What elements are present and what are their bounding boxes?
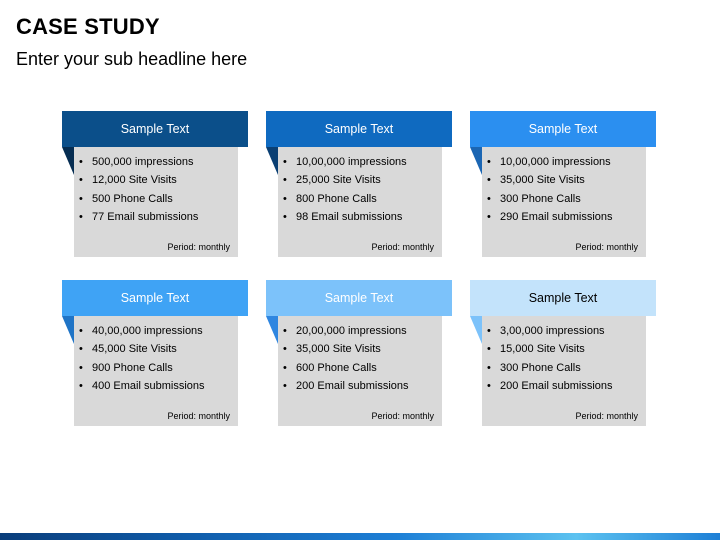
bullet-icon: • bbox=[283, 211, 287, 224]
card-header-label: Sample Text bbox=[528, 291, 598, 305]
bullet-icon: • bbox=[283, 380, 287, 393]
card-body bbox=[278, 316, 442, 426]
case-card bbox=[62, 280, 248, 426]
card-body bbox=[482, 147, 646, 257]
bullet-icon: • bbox=[487, 192, 491, 205]
bullet-icon: • bbox=[79, 156, 83, 168]
metric-text: 200 Email submissions bbox=[500, 380, 613, 393]
bullet-icon: • bbox=[283, 174, 287, 187]
period-label: Period: monthly bbox=[371, 242, 434, 252]
metric-text: 10,00,000 impressions bbox=[500, 156, 611, 168]
list-item bbox=[74, 190, 198, 208]
card-header-label: Sample Text bbox=[324, 291, 394, 305]
metric-text: 45,000 Site Visits bbox=[92, 343, 177, 356]
metric-text: 3,00,000 impressions bbox=[500, 325, 605, 337]
metric-text: 35,000 Site Visits bbox=[500, 174, 585, 187]
case-card bbox=[62, 111, 248, 257]
card-header-label: Sample Text bbox=[528, 122, 598, 136]
period-label: Period: monthly bbox=[575, 411, 638, 421]
card-body bbox=[74, 316, 238, 426]
case-card bbox=[266, 111, 452, 257]
list-item bbox=[482, 153, 613, 171]
slide-subtitle: Enter your sub headline here bbox=[16, 49, 248, 69]
metrics-list bbox=[74, 153, 198, 227]
card-header bbox=[266, 280, 452, 316]
list-item bbox=[482, 322, 613, 340]
list-item bbox=[74, 359, 205, 377]
bullet-icon: • bbox=[283, 325, 287, 337]
list-item bbox=[482, 208, 613, 226]
metric-text: 200 Email submissions bbox=[296, 380, 409, 393]
bullet-icon: • bbox=[283, 343, 287, 356]
list-item bbox=[74, 340, 205, 358]
card-header bbox=[470, 280, 656, 316]
list-item bbox=[74, 208, 198, 226]
bottom-accent-bar bbox=[0, 533, 720, 540]
bullet-icon: • bbox=[487, 211, 491, 224]
list-item bbox=[278, 359, 409, 377]
metric-text: 10,00,000 impressions bbox=[296, 156, 407, 168]
metric-text: 40,00,000 impressions bbox=[92, 325, 203, 337]
list-item bbox=[74, 153, 198, 171]
metrics-list bbox=[278, 322, 409, 396]
metric-text: 12,000 Site Visits bbox=[92, 174, 177, 187]
metrics-list bbox=[74, 322, 205, 396]
list-item bbox=[278, 340, 409, 358]
metric-text: 98 Email submissions bbox=[296, 211, 403, 224]
list-item bbox=[278, 322, 409, 340]
bullet-icon: • bbox=[487, 343, 491, 356]
card-fold-shape bbox=[62, 147, 74, 175]
metric-text: 25,000 Site Visits bbox=[296, 174, 381, 187]
metric-text: 300 Phone Calls bbox=[500, 361, 581, 374]
case-card bbox=[470, 280, 656, 426]
card-fold-shape bbox=[470, 316, 482, 344]
metrics-list bbox=[278, 153, 407, 227]
metric-text: 15,000 Site Visits bbox=[500, 343, 585, 356]
metric-text: 300 Phone Calls bbox=[500, 192, 581, 205]
card-fold-shape bbox=[266, 316, 278, 344]
bullet-icon: • bbox=[79, 192, 83, 205]
metric-text: 77 Email submissions bbox=[92, 211, 199, 224]
card-header bbox=[470, 111, 656, 147]
list-item bbox=[74, 171, 198, 189]
card-body bbox=[482, 316, 646, 426]
metric-text: 600 Phone Calls bbox=[296, 361, 377, 374]
list-item bbox=[482, 377, 613, 395]
metric-text: 290 Email submissions bbox=[500, 211, 613, 224]
card-body bbox=[74, 147, 238, 257]
bullet-icon: • bbox=[487, 325, 491, 337]
card-header-label: Sample Text bbox=[324, 122, 394, 136]
bullet-icon: • bbox=[79, 380, 83, 393]
metric-text: 400 Email submissions bbox=[92, 380, 205, 393]
list-item bbox=[278, 190, 407, 208]
bullet-icon: • bbox=[79, 211, 83, 224]
bullet-icon: • bbox=[79, 325, 83, 337]
list-item bbox=[482, 340, 613, 358]
bullet-icon: • bbox=[487, 380, 491, 393]
metrics-list bbox=[482, 322, 613, 396]
card-body bbox=[278, 147, 442, 257]
metric-text: 20,00,000 impressions bbox=[296, 325, 407, 337]
metric-text: 500,000 impressions bbox=[92, 156, 194, 168]
card-header-label: Sample Text bbox=[120, 291, 190, 305]
period-label: Period: monthly bbox=[371, 411, 434, 421]
bullet-icon: • bbox=[79, 174, 83, 187]
bullet-icon: • bbox=[79, 343, 83, 356]
case-card bbox=[266, 280, 452, 426]
list-item bbox=[278, 377, 409, 395]
list-item bbox=[278, 208, 407, 226]
card-header bbox=[62, 111, 248, 147]
bullet-icon: • bbox=[79, 361, 83, 374]
list-item bbox=[74, 377, 205, 395]
period-label: Period: monthly bbox=[575, 242, 638, 252]
period-label: Period: monthly bbox=[167, 411, 230, 421]
card-header bbox=[62, 280, 248, 316]
bullet-icon: • bbox=[487, 361, 491, 374]
metric-text: 900 Phone Calls bbox=[92, 361, 173, 374]
metric-text: 500 Phone Calls bbox=[92, 192, 173, 205]
slide-title: CASE STUDY bbox=[16, 14, 160, 39]
card-header-label: Sample Text bbox=[120, 122, 190, 136]
case-card bbox=[470, 111, 656, 257]
metrics-list bbox=[482, 153, 613, 227]
metric-text: 35,000 Site Visits bbox=[296, 343, 381, 356]
period-label: Period: monthly bbox=[167, 242, 230, 252]
card-fold-shape bbox=[470, 147, 482, 175]
list-item bbox=[278, 153, 407, 171]
bullet-icon: • bbox=[283, 156, 287, 168]
metric-text: 800 Phone Calls bbox=[296, 192, 377, 205]
bullet-icon: • bbox=[487, 174, 491, 187]
card-fold-shape bbox=[62, 316, 74, 344]
bullet-icon: • bbox=[283, 192, 287, 205]
list-item bbox=[482, 171, 613, 189]
list-item bbox=[482, 359, 613, 377]
list-item bbox=[74, 322, 205, 340]
bullet-icon: • bbox=[283, 361, 287, 374]
bullet-icon: • bbox=[487, 156, 491, 168]
list-item bbox=[278, 171, 407, 189]
card-header bbox=[266, 111, 452, 147]
list-item bbox=[482, 190, 613, 208]
card-fold-shape bbox=[266, 147, 278, 175]
